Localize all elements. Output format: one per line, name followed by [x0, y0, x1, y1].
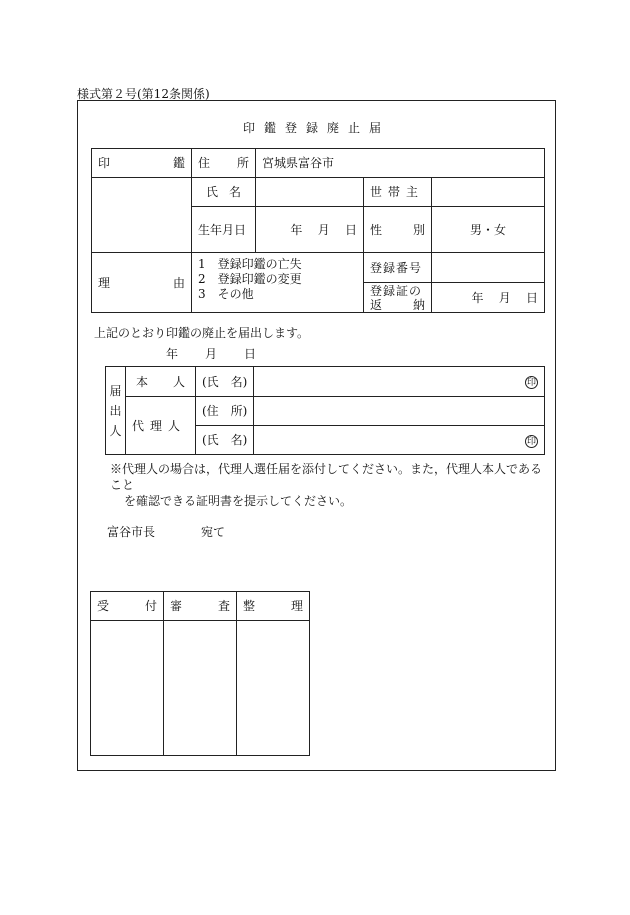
reason-option-2: 2 登録印鑑の変更 [198, 272, 302, 286]
form-number: 様式第２号(第12条関係) [77, 87, 210, 101]
dob-field[interactable]: 年 月 日 [256, 207, 364, 253]
processing-header: 整 理 [237, 592, 310, 621]
reg-number-field[interactable] [432, 253, 545, 283]
household-head-label: 世帯主 [364, 178, 432, 207]
agent-label: 代理人 [126, 397, 196, 455]
addressee-to: 宛て [201, 525, 226, 539]
reason-option-3: 3 その他 [198, 287, 254, 301]
declaration-text: 上記のとおり印鑑の廃止を届出します。 [94, 326, 310, 340]
seal-mark-icon: 印 [526, 378, 536, 388]
addressee-mayor: 富谷市長 [107, 525, 156, 539]
cert-return-date[interactable]: 年 月 日 [432, 283, 545, 313]
household-head-field[interactable] [432, 178, 545, 207]
name-label: 氏 名 [192, 178, 256, 207]
sex-label: 性 別 [364, 207, 432, 253]
form-title: 印鑑登録廃止届 [242, 121, 390, 135]
seal-label: 印 鑑 [92, 149, 192, 178]
office-use-table [90, 591, 310, 756]
dob-label: 生年月日 [192, 207, 256, 253]
registration-table [91, 148, 545, 313]
declaration-date[interactable]: 年 月 日 [166, 347, 256, 361]
self-name-field[interactable] [254, 367, 545, 397]
review-box[interactable] [164, 621, 237, 756]
name-field[interactable] [256, 178, 364, 207]
reg-number-label: 登録番号 [364, 253, 432, 283]
address-label: 住 所 [192, 149, 256, 178]
seal-impression-box [92, 178, 192, 253]
reason-label: 理 由 [92, 253, 192, 313]
seal-mark-icon: 印 [526, 436, 536, 447]
agent-note: ※代理人の場合は，代理人選任届を添付してください。また，代理人本人であること を確認できる証明書を提示してください。 [110, 462, 543, 508]
applicant-vertical-label: 届 出 人 [106, 367, 126, 455]
applicant-table [105, 366, 545, 455]
agent-name-field[interactable] [254, 426, 545, 455]
agent-address-field[interactable] [254, 397, 545, 426]
reason-option-1: 1 登録印鑑の亡失 [198, 257, 302, 271]
self-name-label: (氏 名) [196, 367, 254, 397]
cert-return-label: 登録証の 返 納 [364, 283, 432, 313]
self-label: 本 人 [126, 367, 196, 397]
reason-options[interactable] [192, 253, 364, 313]
agent-name-label: (氏 名) [196, 426, 254, 455]
agent-address-label: (住 所) [196, 397, 254, 426]
processing-box[interactable] [237, 621, 310, 756]
received-header: 受 付 [91, 592, 164, 621]
sex-value[interactable]: 男・女 [432, 207, 545, 253]
review-header: 審 査 [164, 592, 237, 621]
address-value[interactable]: 宮城県富谷市 [256, 149, 545, 178]
received-box[interactable] [91, 621, 164, 756]
